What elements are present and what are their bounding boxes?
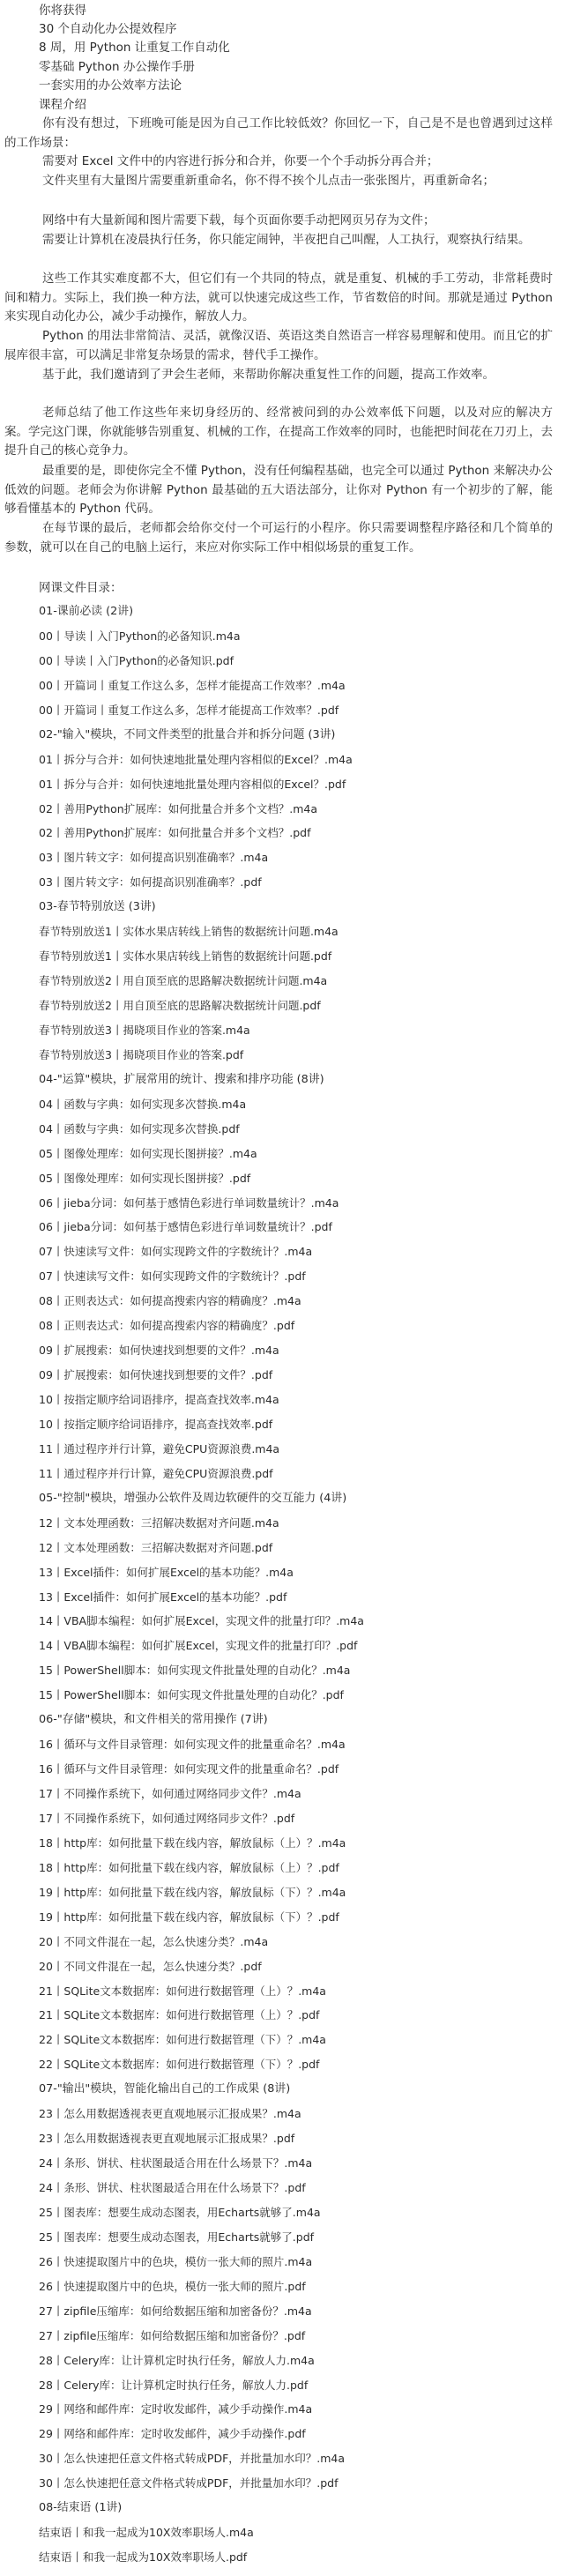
toc-file-item: 05丨图像处理库：如何实现长图拼接？.pdf	[39, 1171, 251, 1185]
toc-file-item: 23丨怎么用数据透视表更直观地展示汇报成果？.m4a	[39, 2107, 301, 2121]
course-paragraph: 需要让计算机在凌晨执行任务，你只能定闹钟，半夜把自己叫醒，人工执行，观察执行结果。	[42, 233, 531, 247]
course-paragraph: Python 的用法非常简洁、灵活，就像汉语、英语这类自然语言一样容易理解和使用。而且它的扩展库很丰富，可以满足非常复杂场景的需求，替代手工操作。	[4, 329, 553, 362]
toc-file-item: 01丨拆分与合并：如何快速地批量处理内容相似的Excel？.m4a	[39, 752, 353, 766]
course-paragraph: 最重要的是，即使你完全不懂 Python，没有任何编程基础，也完全可以通过 Python 来解决办公低效的问题。老师会为你讲解 Python 最基础的五大语法部分，让你对 Python 有一个初步的了解，能够看懂基本的 Python 代码。	[4, 464, 553, 516]
toc-file-item: 春节特别放送1丨实体水果店转线上销售的数据统计问题.m4a	[39, 925, 339, 939]
toc-section-heading: 08-结束语 (1讲)	[39, 2501, 123, 2515]
toc-section-heading: 05-"控制"模块，增强办公软件及周边软硬件的交互能力 (4讲)	[39, 1491, 347, 1505]
toc-file-item: 02丨善用Python扩展库：如何批量合并多个文档？.pdf	[39, 826, 311, 840]
toc-file-item: 16丨循环与文件目录管理：如何实现文件的批量重命名？.pdf	[39, 1762, 339, 1776]
toc-file-item: 15丨PowerShell脚本：如何实现文件批量处理的自动化？.m4a	[39, 1664, 351, 1678]
toc-file-item: 春节特别放送2丨用自顶至底的思路解决数据统计问题.pdf	[39, 999, 321, 1012]
toc-file-item: 27丨zipfile压缩库：如何给数据压缩和加密备份？.pdf	[39, 2328, 306, 2342]
toc-file-item: 30丨怎么快速把任意文件格式转成PDF，并批量加水印？.m4a	[39, 2452, 346, 2466]
toc-file-item: 29丨网络和邮件库：定时收发邮件，减少手动操作.pdf	[39, 2427, 306, 2441]
toc-file-item: 结束语丨和我一起成为10X效率职场人.m4a	[39, 2526, 254, 2540]
toc-file-item: 28丨Celery库：让计算机定时执行任务，解放人力.m4a	[39, 2353, 315, 2367]
toc-file-item: 18丨http库：如何批量下载在线内容，解放鼠标（上）？.m4a	[39, 1835, 346, 1850]
toc-file-item: 21丨SQLite文本数据库：如何进行数据管理（上）？.m4a	[39, 1984, 326, 1998]
toc-file-item: 20丨不同文件混在一起，怎么快速分类？.m4a	[39, 1934, 269, 1948]
toc-file-item: 11丨通过程序并行计算，避免CPU资源浪费.pdf	[39, 1466, 273, 1480]
toc-section-heading: 01-课前必读 (2讲)	[39, 605, 134, 618]
toc-file-item: 07丨快速读写文件：如何实现跨文件的字数统计？.m4a	[39, 1245, 313, 1259]
intro-line: 一套实用的办公效率方法论	[39, 78, 182, 93]
toc-file-item: 23丨怎么用数据透视表更直观地展示汇报成果？.pdf	[39, 2132, 295, 2146]
intro-line: 零基础 Python 办公操作手册	[39, 60, 195, 74]
course-paragraph: 这些工作其实难度都不大，但它们有一个共同的特点，就是重复、机械的手工劳动，非常耗费时间和精力。实际上，我们换一种方法，就可以快速完成这些工作，节省数倍的时间。那就是通过 Python 来实现自动化办公，减少手动操作，解放人力。	[4, 272, 553, 324]
toc-file-item: 春节特别放送2丨用自顶至底的思路解决数据统计问题.m4a	[39, 974, 328, 988]
course-paragraph: 你有没有想过，下班晚可能是因为自己工作比较低效？你回忆一下，自己是不是也曾遇到过这样的工作场景：	[4, 116, 553, 150]
toc-file-item: 04丨函数与字典：如何实现多次替换.m4a	[39, 1097, 247, 1111]
course-paragraph: 网络中有大量新闻和图片需要下载，每个页面你要手动把网页另存为文件；	[42, 213, 435, 227]
intro-line: 课程介绍	[39, 98, 86, 112]
toc-file-item: 03丨图片转文字：如何提高识别准确率？.m4a	[39, 851, 269, 865]
toc-file-item: 13丨Excel插件：如何扩展Excel的基本功能？.m4a	[39, 1565, 294, 1579]
toc-file-item: 09丨扩展搜索：如何快速找到想要的文件？.m4a	[39, 1344, 279, 1358]
toc-file-item: 10丨按指定顺序给词语排序，提高查找效率.m4a	[39, 1393, 279, 1406]
toc-file-item: 06丨jieba分词：如何基于感情色彩进行单词数量统计？.m4a	[39, 1195, 339, 1210]
toc-list	[39, 599, 559, 2570]
toc-file-item: 25丨图表库：想要生成动态图表，用Echarts就够了.pdf	[39, 2230, 315, 2244]
toc-file-item: 14丨VBA脚本编程：如何扩展Excel，实现文件的批量打印？.m4a	[39, 1614, 364, 1628]
toc-file-item: 11丨通过程序并行计算，避免CPU资源浪费.m4a	[39, 1441, 280, 1456]
toc-file-item: 17丨不同操作系统下，如何通过网络同步文件？.pdf	[39, 1811, 295, 1825]
toc-file-item: 12丨文本处理函数：三招解决数据对齐问题.pdf	[39, 1540, 273, 1554]
toc-file-item: 29丨网络和邮件库：定时收发邮件，减少手动操作.m4a	[39, 2402, 313, 2416]
toc-file-item: 28丨Celery库：让计算机定时执行任务，解放人力.pdf	[39, 2378, 309, 2392]
toc-file-item: 20丨不同文件混在一起，怎么快速分类？.pdf	[39, 1959, 262, 1973]
intro-line: 8 周，用 Python 让重复工作自动化	[39, 41, 230, 55]
toc-file-item: 13丨Excel插件：如何扩展Excel的基本功能？.pdf	[39, 1590, 287, 1604]
toc-file-item: 21丨SQLite文本数据库：如何进行数据管理（上）？.pdf	[39, 2008, 320, 2022]
toc-file-item: 25丨图表库：想要生成动态图表，用Echarts就够了.m4a	[39, 2205, 321, 2219]
toc-file-item: 06丨jieba分词：如何基于感情色彩进行单词数量统计？.pdf	[39, 1220, 332, 1234]
toc-file-item: 00丨开篇词丨重复工作这么多，怎样才能提高工作效率？.m4a	[39, 678, 346, 692]
course-paragraph: 文件夹里有大量图片需要重新重命名，你不得不挨个儿点击一张张图片，再重新命名；	[42, 174, 495, 188]
course-paragraph: 老师总结了他工作这些年来切身经历的、经常被问到的办公效率低下问题，以及对应的解决方案。学完这门课，你就能够告别重复、机械的工作，在提高工作效率的同时，也能把时间花在刀刃上，去提升自己的核心竞争力。	[4, 406, 553, 458]
intro-line: 30 个自动化办公提效程序	[39, 22, 177, 36]
toc-file-item: 24丨条形、饼状、柱状图最适合用在什么场景下？.m4a	[39, 2156, 313, 2170]
toc-file-item: 01丨拆分与合并：如何快速地批量处理内容相似的Excel？.pdf	[39, 777, 346, 791]
toc-section-heading: 04-"运算"模块，扩展常用的统计、搜索和排序功能 (8讲)	[39, 1072, 324, 1086]
toc-file-item: 春节特别放送1丨实体水果店转线上销售的数据统计问题.pdf	[39, 949, 332, 964]
toc-title: 网课文件目录：	[39, 581, 123, 595]
toc-file-item: 09丨扩展搜索：如何快速找到想要的文件？.pdf	[39, 1368, 273, 1382]
toc-file-item: 春节特别放送3丨揭晓项目作业的答案.pdf	[39, 1047, 244, 1061]
toc-file-item: 16丨循环与文件目录管理：如何实现文件的批量重命名？.m4a	[39, 1738, 346, 1752]
toc-file-item: 10丨按指定顺序给词语排序，提高查找效率.pdf	[39, 1417, 273, 1431]
toc-file-item: 26丨快速提取图片中的色块，模仿一张大师的照片.pdf	[39, 2279, 306, 2293]
toc-section-heading: 07-"输出"模块，智能化输出自己的工作成果 (8讲)	[39, 2082, 291, 2096]
toc-file-item: 19丨http库：如何批量下载在线内容，解放鼠标（下）？.pdf	[39, 1910, 339, 1924]
toc-file-item: 02丨善用Python扩展库：如何批量合并多个文档？.m4a	[39, 801, 317, 815]
intro-line: 你将获得	[39, 4, 86, 18]
toc-file-item: 26丨快速提取图片中的色块，模仿一张大师的照片.m4a	[39, 2254, 313, 2268]
toc-file-item: 00丨导读丨入门Python的必备知识.m4a	[39, 629, 241, 643]
toc-file-item: 00丨开篇词丨重复工作这么多，怎样才能提高工作效率？.pdf	[39, 703, 339, 717]
toc-section-heading: 03-春节特别放送 (3讲)	[39, 900, 156, 914]
course-paragraph: 需要对 Excel 文件中的内容进行拆分和合并，你要一个个手动拆分再合并；	[42, 154, 439, 168]
toc-file-item: 04丨函数与字典：如何实现多次替换.pdf	[39, 1121, 240, 1135]
toc-file-item: 结束语丨和我一起成为10X效率职场人.pdf	[39, 2550, 248, 2565]
toc-file-item: 05丨图像处理库：如何实现长图拼接？.m4a	[39, 1146, 257, 1160]
toc-file-item: 24丨条形、饼状、柱状图最适合用在什么场景下？.pdf	[39, 2181, 306, 2194]
toc-file-item: 22丨SQLite文本数据库：如何进行数据管理（下）？.m4a	[39, 2033, 326, 2047]
toc-file-item: 春节特别放送3丨揭晓项目作业的答案.m4a	[39, 1023, 250, 1037]
toc-file-item: 17丨不同操作系统下，如何通过网络同步文件？.m4a	[39, 1787, 301, 1800]
course-paragraph: 在每节课的最后，老师都会给你交付一个可运行的小程序。你只需要调整程序路径和几个简单的参数，就可以在自己的电脑上运行，来应对你实际工作中相似场景的重复工作。	[4, 521, 553, 555]
toc-file-item: 27丨zipfile压缩库：如何给数据压缩和加密备份？.m4a	[39, 2304, 312, 2318]
toc-file-item: 30丨怎么快速把任意文件格式转成PDF，并批量加水印？.pdf	[39, 2476, 339, 2490]
toc-file-item: 08丨正则表达式：如何提高搜索内容的精确度？.pdf	[39, 1319, 295, 1333]
toc-file-item: 19丨http库：如何批量下载在线内容，解放鼠标（下）？.m4a	[39, 1885, 346, 1899]
toc-file-item: 08丨正则表达式：如何提高搜索内容的精确度？.m4a	[39, 1294, 301, 1308]
toc-file-item: 00丨导读丨入门Python的必备知识.pdf	[39, 653, 234, 667]
toc-file-item: 18丨http库：如何批量下载在线内容，解放鼠标（上）？.pdf	[39, 1860, 339, 1874]
toc-file-item: 07丨快速读写文件：如何实现跨文件的字数统计？.pdf	[39, 1269, 306, 1284]
toc-section-heading: 02-"输入"模块，不同文件类型的批量合并和拆分问题 (3讲)	[39, 727, 336, 741]
toc-file-item: 03丨图片转文字：如何提高识别准确率？.pdf	[39, 875, 262, 890]
toc-file-item: 12丨文本处理函数：三招解决数据对齐问题.m4a	[39, 1515, 279, 1530]
toc-section-heading: 06-"存储"模块，和文件相关的常用操作 (7讲)	[39, 1713, 268, 1727]
toc-file-item: 14丨VBA脚本编程：如何扩展Excel，实现文件的批量打印？.pdf	[39, 1639, 358, 1653]
toc-file-item: 22丨SQLite文本数据库：如何进行数据管理（下）？.pdf	[39, 2058, 320, 2072]
toc-file-item: 15丨PowerShell脚本：如何实现文件批量处理的自动化？.pdf	[39, 1688, 344, 1702]
course-paragraph: 基于此，我们邀请到了尹会生老师，来帮助你解决重复性工作的问题，提高工作效率。	[42, 368, 495, 382]
